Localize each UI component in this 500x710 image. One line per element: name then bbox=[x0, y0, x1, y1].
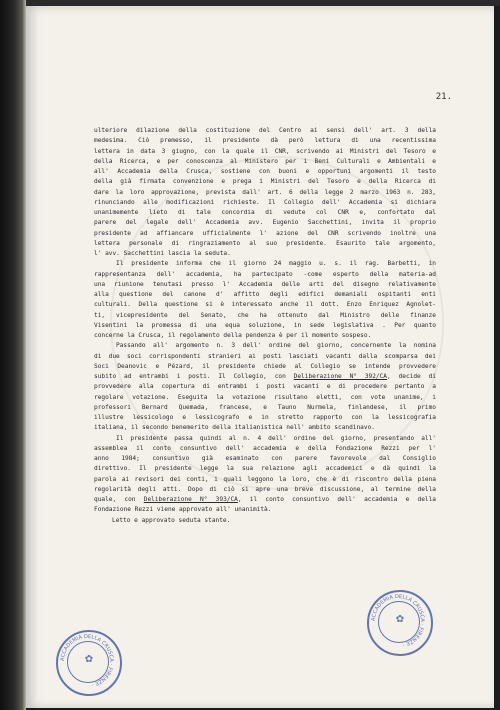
stamp-left bbox=[56, 630, 122, 696]
text-segment: della Ricerca, e per conoscenza al Ministero per i Beni Culturali e Ambientali e bbox=[94, 157, 436, 165]
text-segment: ulteriore dilazione della costituzione del Centro ai sensi dell' art. 3 della bbox=[94, 127, 436, 134]
deliberation-reference: Deliberazione N° 392/CA bbox=[293, 373, 388, 380]
text-segment: professori Bernard Quemada, francese, e Tauno Nurmela, finlandese, il primo bbox=[94, 403, 436, 411]
text-segment: Il presidente informa che il giorno 24 maggio u. s. il rag. Barbetti, in bbox=[116, 260, 436, 268]
stamp-right-text: ACCADEMIA DELLA CRUSCA · FIRENZE · bbox=[370, 593, 426, 648]
text-segment: Letto e approvato seduta stante. bbox=[112, 516, 231, 524]
text-segment: Fondazione Rezzi viene approvato all' unanimità. bbox=[94, 506, 272, 514]
minutes-body bbox=[94, 126, 436, 526]
text-line bbox=[94, 300, 436, 310]
text-segment: subito ad entrambi i posti. Il Collegio, con bbox=[94, 373, 294, 380]
text-line bbox=[94, 393, 436, 403]
text-line bbox=[94, 444, 436, 454]
text-segment: all' Accademia della Crusca, sostiene con buoni e opportuni argomenti il testo bbox=[94, 168, 436, 175]
book-binding bbox=[0, 0, 26, 710]
text-segment: di due soci corrispondenti stranieri ai posti lasciati vacanti dalla scomparsa dei bbox=[94, 352, 436, 360]
text-segment: Soci Deanovic e Pézard, il presidente chiede al Collegio se intende provvedere bbox=[94, 362, 436, 370]
text-line bbox=[94, 208, 436, 218]
text-line bbox=[94, 249, 436, 259]
text-line bbox=[94, 136, 436, 146]
text-line bbox=[94, 505, 436, 515]
text-line bbox=[94, 413, 436, 423]
text-line bbox=[94, 259, 436, 269]
text-segment: quale, con bbox=[94, 496, 144, 503]
text-line bbox=[94, 188, 436, 198]
page-number: 21. bbox=[435, 92, 452, 102]
text-line bbox=[94, 270, 436, 280]
text-line bbox=[94, 454, 436, 464]
text-segment: lettera personale di ringraziamento al suo presidente. Esaurito tale argomento, bbox=[94, 239, 436, 247]
text-line bbox=[94, 147, 436, 157]
text-segment: , il conto consuntivo dell' accademia e della bbox=[237, 496, 436, 503]
text-segment: medesima. Ciò premesso, il presidente dà però lettura di una recentissima bbox=[94, 137, 436, 145]
text-segment: Il presidente passa quindi al n. 4 dell' ordine del giorno, presentando all' bbox=[116, 434, 436, 442]
text-segment: parola ai revisori dei conti, i quali leggono la loro, che è di riscontro della piena bbox=[94, 475, 436, 483]
text-segment: dare la loro approvazione, prevista dall' art. 6 della legge 2 marzo 1963 n. 283, bbox=[94, 188, 436, 196]
text-segment: direttivo. Il presidente legge la sua relazione agli accademici e dà quindi la bbox=[94, 465, 436, 473]
text-line bbox=[94, 290, 436, 300]
text-segment: lettera in data 3 giugno, con la quale il CNR, scrivendo ai Ministri del Tesoro e bbox=[94, 147, 436, 155]
text-line bbox=[94, 177, 436, 187]
text-segment: rinunciando alle modificazioni richieste. Il Collegio dell' Accademia si dichiara bbox=[94, 198, 436, 206]
text-line bbox=[94, 485, 436, 495]
text-line bbox=[94, 229, 436, 239]
text-segment: anno 1984; consuntivo già esaminato con parere favorevole dal Consiglio bbox=[94, 455, 436, 462]
text-segment: illustre lessicologo e lessicografo e in stretto rapporto con la lessicografia bbox=[94, 414, 436, 421]
text-line bbox=[94, 126, 436, 136]
stamp-right-emblem-icon: ✿ bbox=[395, 614, 405, 625]
text-line bbox=[94, 464, 436, 474]
stamp-left-text: ACCADEMIA DELLA CRUSCA · FIRENZE · bbox=[59, 633, 115, 688]
text-line bbox=[94, 372, 436, 382]
text-line bbox=[94, 239, 436, 249]
text-line bbox=[94, 218, 436, 228]
stamp-left-emblem-icon: ✿ bbox=[84, 654, 94, 665]
text-segment: Visentini la promessa di una equa soluzione, in sede legislativa . Per quanto bbox=[94, 321, 436, 329]
text-segment: Passando all' argomento n. 3 dell' ordine del giorno, concernente la nomina bbox=[116, 342, 436, 350]
text-segment: provvedere alla copertura di entrambi i posti vacanti e di procedere pertanto a bbox=[94, 383, 436, 391]
text-line bbox=[94, 321, 436, 331]
text-segment: rappresentanza dell' accademia, ha partecipato -come esperto della materia-ad bbox=[94, 270, 436, 278]
text-line bbox=[94, 516, 436, 526]
text-segment: italiana, il secondo benemerito della italianistica nell' ambito scandinavo. bbox=[94, 424, 375, 432]
text-line bbox=[94, 403, 436, 413]
text-line bbox=[94, 382, 436, 392]
text-segment: della già firmata convenzione e prega i Ministri del Tesoro e della Ricerca di bbox=[94, 178, 436, 186]
text-segment: unanimemente lieto di tale concordia di vedute col CNR e, confortato dal bbox=[94, 209, 436, 216]
text-segment: una riunione tenutasi presso l' Accademia delle arti del disegno relativamente bbox=[94, 280, 436, 288]
text-segment: , decide di bbox=[387, 373, 436, 380]
text-segment: concerne la Crusca, il regolamento della pendenza è per il momento sospeso. bbox=[94, 332, 372, 339]
text-line bbox=[94, 352, 436, 362]
text-segment: assemblea il conto consuntivo dell' accademia e della Fondazione Rezzi per l' bbox=[94, 444, 436, 452]
text-segment: ti, vicepresidente del Senato, che ha ottenuto dal Ministro delle finanze bbox=[94, 311, 436, 319]
text-segment: regolare votazione. Eseguita la votazione risultano eletti, con vote unanime, i bbox=[94, 393, 436, 401]
text-line bbox=[94, 475, 436, 485]
text-line bbox=[94, 423, 436, 433]
text-segment: l' avv. Sacchettini lascia la seduta. bbox=[94, 250, 231, 257]
text-line bbox=[94, 198, 436, 208]
text-line bbox=[94, 280, 436, 290]
text-line bbox=[94, 167, 436, 177]
text-line bbox=[94, 434, 436, 444]
deliberation-reference: Deliberazione N° 393/CA bbox=[143, 496, 238, 503]
text-segment: parere del legale dell' Accademia avv. Eugenio Sacchettini, invita il proprio bbox=[94, 219, 436, 227]
text-segment: regolarità degli atti. Dopo di ciò si apre una breve discussione, al termine della bbox=[94, 485, 436, 493]
text-line bbox=[94, 331, 436, 341]
text-segment: presidente ad affiancare ufficialmente l' azione del CNR scrivendo inoltre una bbox=[94, 229, 436, 237]
text-line bbox=[94, 341, 436, 351]
text-line bbox=[94, 157, 436, 167]
text-line bbox=[94, 311, 436, 321]
text-segment: alla questione del canone d' affitto degli edifici demaniali ospitanti enti bbox=[94, 291, 436, 298]
text-segment: culturali. Della questione si è interessato anche il dott. Enzo Enriquez Agnolet- bbox=[94, 301, 436, 309]
text-line bbox=[94, 495, 436, 505]
text-line bbox=[94, 362, 436, 372]
stamp-right bbox=[367, 590, 433, 656]
